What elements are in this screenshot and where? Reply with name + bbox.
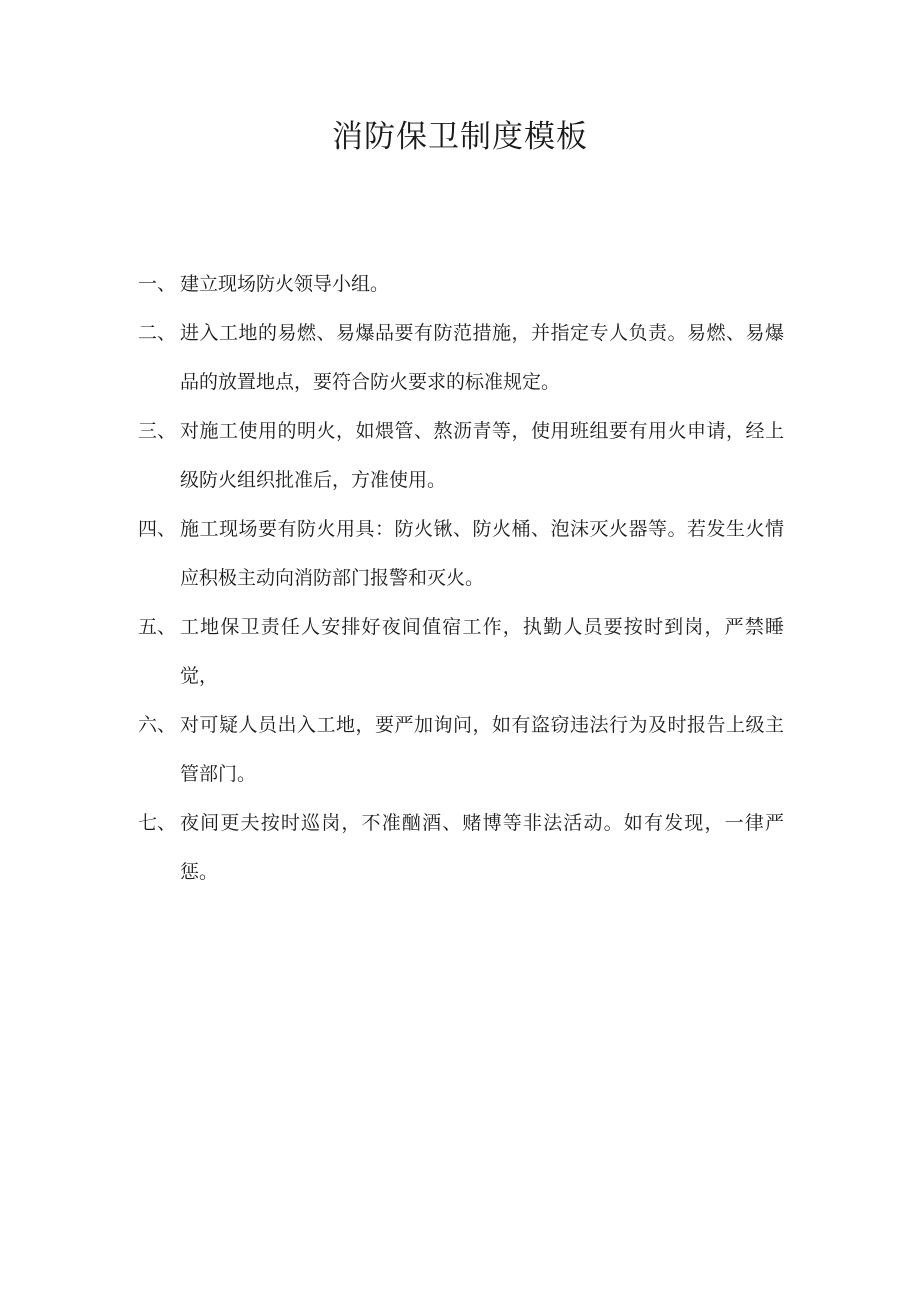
- item-number: 六、: [138, 714, 177, 736]
- list-item: [138, 799, 784, 897]
- list-item: [138, 407, 784, 505]
- item-text: 建立现场防火领导小组。: [180, 273, 390, 295]
- item-number: 二、: [138, 322, 177, 344]
- item-text: 夜间更夫按时巡岗，不准酗酒、赌博等非法活动。如有发现，一律严惩。: [180, 812, 784, 883]
- item-number: 七、: [138, 812, 177, 834]
- item-text: 工地保卫责任人安排好夜间值宿工作，执勤人员要按时到岗，严禁睡觉，: [180, 616, 784, 687]
- item-number: 一、: [138, 273, 177, 295]
- item-text: 对可疑人员出入工地，要严加询问，如有盗窃违法行为及时报告上级主管部门。: [180, 714, 784, 785]
- list-item: [138, 603, 784, 701]
- page-title: 消防保卫制度模板: [332, 119, 588, 155]
- regulation-list: [138, 260, 784, 897]
- item-text: 施工现场要有防火用具：防火锹、防火桶、泡沫灭火器等。若发生火情应积极主动向消防部门报警和灭火。: [180, 518, 784, 589]
- list-item: [138, 260, 784, 309]
- item-text: 对施工使用的明火，如煨管、熬沥青等，使用班组要有用火申请，经上级防火组织批准后，方准使用。: [180, 420, 784, 491]
- list-item: [138, 505, 784, 603]
- list-item: [138, 309, 784, 407]
- item-number: 四、: [138, 518, 177, 540]
- item-text: 进入工地的易燃、易爆品要有防范措施，并指定专人负责。易燃、易爆品的放置地点，要符合防火要求的标准规定。: [180, 322, 784, 393]
- list-item: [138, 701, 784, 799]
- item-number: 五、: [138, 616, 177, 638]
- item-number: 三、: [138, 420, 177, 442]
